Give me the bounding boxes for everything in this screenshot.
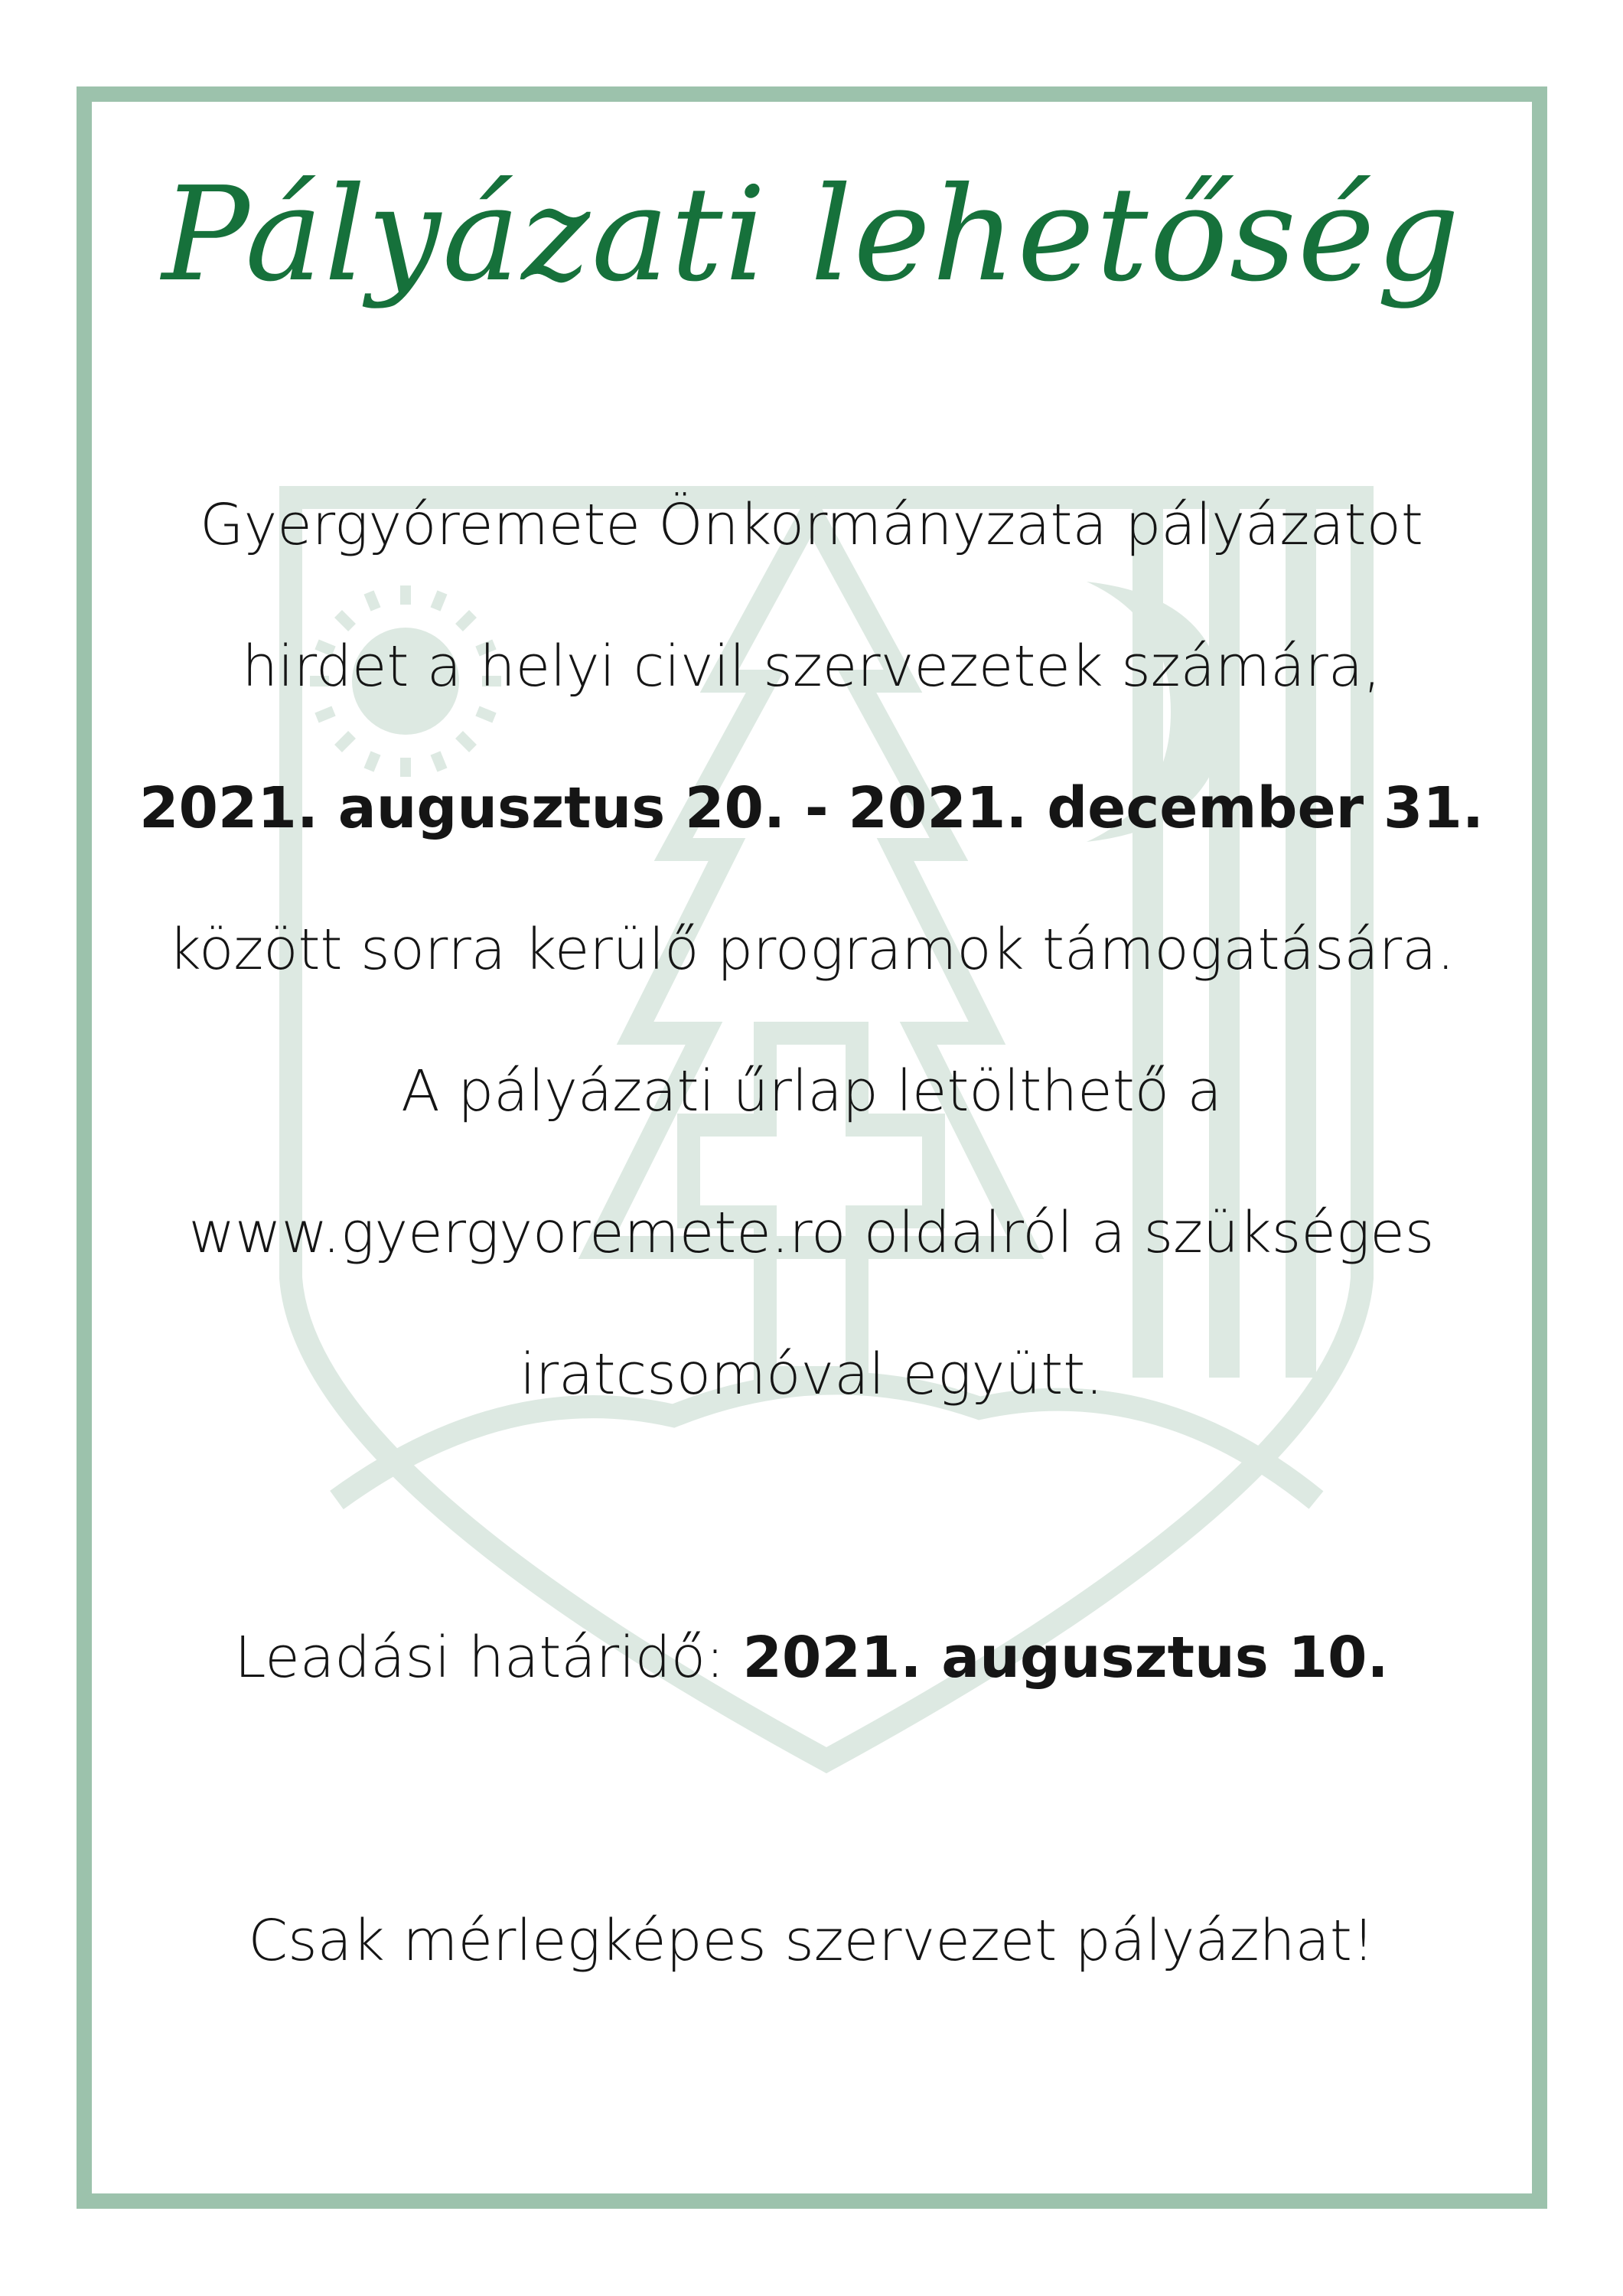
deadline — [0, 1623, 1623, 1694]
body-line-7: iratcsomóval együtt. — [520, 1342, 1103, 1407]
body-line-2: hirdet a helyi civil szervezetek számára, — [242, 634, 1381, 700]
deadline-label: Leadási határidő: — [234, 1625, 743, 1691]
body-line-6: www.gyergyoremete.ro oldalról a szükséges — [188, 1200, 1435, 1266]
eligibility-note: Csak mérlegképes szervezet pályázhat! — [248, 1908, 1375, 1974]
page-title: Pályázati lehetőség — [161, 159, 1462, 311]
body-line-5: A pályázati űrlap letölthető a — [401, 1058, 1222, 1124]
funding-period: 2021. augusztus 20. - 2021. december 31. — [139, 775, 1484, 841]
deadline-date: 2021. augusztus 10. — [742, 1625, 1389, 1691]
body-line-4: között sorra kerülő programok támogatására. — [168, 917, 1455, 983]
body-line-1: Gyergyóremete Önkormányzata pályázatot — [200, 492, 1423, 558]
